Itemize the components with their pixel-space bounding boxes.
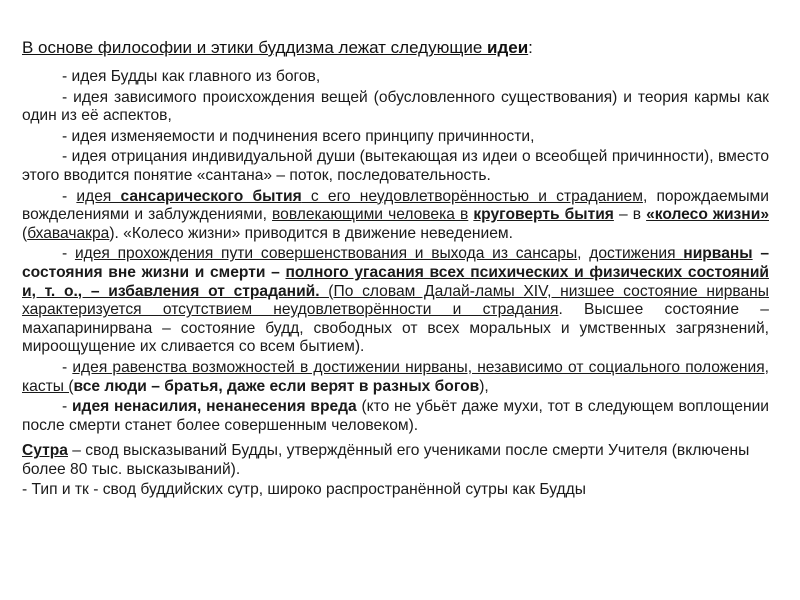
heading-suffix: : xyxy=(528,38,533,57)
heading-bold-word: идеи xyxy=(487,38,529,57)
item8-text: (кто не убьёт даже мухи, тот в следующем воплощении после смерти станет более совершенным человеком). xyxy=(22,398,769,434)
item6-dalai-lama: (По словам Далай-ламы XIV, низшее состояние нирваны характеризуется отсутствием неудовлетворённости и страдания xyxy=(22,282,770,319)
item5-samsara: сансарического бытия xyxy=(120,187,302,205)
idea-item-5 xyxy=(22,188,769,244)
sutra-text: – свод высказываний Будды, утверждённый его учениками после смерти Учителя (включены более 80 тыс. высказываний). xyxy=(22,442,750,478)
item6-path: идея прохождения пути совершенствования и выхода из сансары xyxy=(74,245,578,263)
heading-prefix: В основе философии и этики буддизма лежат следующие xyxy=(22,38,488,57)
item6-nirvana: нирваны xyxy=(683,245,753,263)
heading-underlined xyxy=(22,38,528,57)
item5-wheel: «колесо жизни» xyxy=(646,206,769,224)
item6-extinction: полного угасания всех психических и физических состояний и, т. о., – избавления от страданий. xyxy=(22,263,769,300)
item5-involving: вовлекающими человека в xyxy=(272,206,469,224)
slide-heading xyxy=(22,38,782,58)
idea-item-7 xyxy=(22,359,769,396)
item7-brothers: все люди – братья, даже если верят в разных богов xyxy=(73,377,480,395)
body-text xyxy=(22,68,769,502)
item6-state: – состояния вне жизни и смерти – xyxy=(22,245,770,281)
item6-comma: , xyxy=(577,245,590,263)
idea-item-3: - идея изменяемости и подчинения всего принципу причинности, xyxy=(62,127,535,145)
item5-paren: ( xyxy=(22,224,28,242)
item5-suffering: с его неудовлетворённостью и страданием xyxy=(301,187,643,205)
item5-whirl: круговерть бытия xyxy=(473,206,614,224)
idea-item-2: - идея зависимого происхождения вещей (обусловленного существования) и теория кармы как один из её аспектов, xyxy=(22,88,769,125)
item6-achieving: достижения xyxy=(589,245,684,263)
item7-end: ), xyxy=(479,377,489,395)
item7-equality: идея равенства возможностей в достижении нирваны, независимо от социального положения, касты ( xyxy=(22,358,769,395)
idea-item-4: - идея отрицания индивидуальной души (вытекающая из идеи о всеобщей причинности), вместо этого вводится понятие «сантана» – поток, последовательность. xyxy=(22,148,769,184)
item5-dash: - xyxy=(62,187,77,205)
item8-nonviolence: идея ненасилия, ненанесения вреда xyxy=(71,398,357,416)
item7-dash: - xyxy=(62,358,73,376)
item6-higher: . Высшее состояние – махапаринирвана – состояние будд, свободных от всех моральных и умственных загрязнений, мироощущение их сливается со всем бытием). xyxy=(22,301,769,356)
item5-idea: идея xyxy=(76,187,121,205)
item5-bhavachakra: бхавачакра xyxy=(27,224,110,242)
sutra-definition xyxy=(22,442,769,479)
item5-end: ). «Колесо жизни» приводится в движение неведением. xyxy=(109,224,513,242)
idea-item-1: - идея Будды как главного из богов, xyxy=(62,68,321,85)
idea-item-8 xyxy=(22,398,769,435)
idea-item-6 xyxy=(22,245,769,357)
item5-dash2: – в xyxy=(613,206,647,224)
cutoff-line: - Тип и тк - свод буддийских сутр, широко распространённой сутры как Будды xyxy=(22,481,586,499)
item5-text: , порождаемыми вожделениями и заблуждениями, xyxy=(22,187,769,224)
sutra-term: Сутра xyxy=(22,442,68,460)
item8-dash: - xyxy=(62,398,72,416)
item6-dash: - xyxy=(62,245,75,263)
